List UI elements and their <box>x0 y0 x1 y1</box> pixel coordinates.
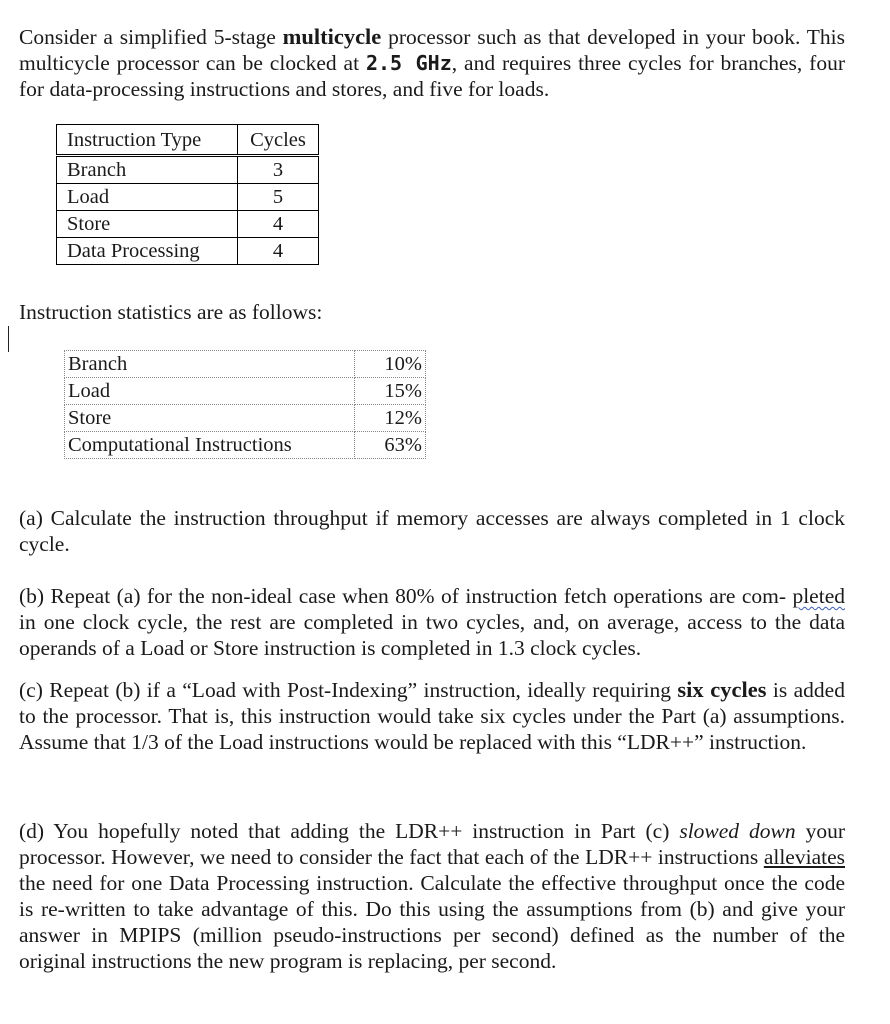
cycles-row-type: Data Processing <box>57 238 238 265</box>
stats-row-type: Store <box>65 405 355 432</box>
intro-text-1: Consider a simplified 5-stage <box>19 25 283 49</box>
cycles-row-value: 5 <box>238 184 319 211</box>
question-part-c <box>19 677 845 755</box>
stats-row-percent: 63% <box>355 432 426 459</box>
table-row <box>57 211 319 238</box>
cycles-row-type: Store <box>57 211 238 238</box>
cycles-row-type: Load <box>57 184 238 211</box>
part-c-text-1: (c) Repeat (b) if a “Load with Post-Indexing” instruction, ideally requiring <box>19 678 678 702</box>
stats-table <box>64 350 426 459</box>
part-d-text-1: (d) You hopefully noted that adding the LDR++ instruction in Part (c) <box>19 819 680 843</box>
stats-row-type: Load <box>65 378 355 405</box>
part-d-italic: slowed down <box>679 819 796 843</box>
table-row <box>65 405 426 432</box>
stats-row-type: Branch <box>65 351 355 378</box>
stats-intro: Instruction statistics are as follows: <box>19 300 323 324</box>
cycles-header-cycles: Cycles <box>238 125 319 156</box>
part-b-spellcheck-word: pleted <box>792 584 845 608</box>
intro-text-3: , and requires three cycles for branches, four for data-processing instructions and stores, and five for loads. <box>19 51 845 101</box>
cycles-row-value: 4 <box>238 211 319 238</box>
stats-row-percent: 12% <box>355 405 426 432</box>
table-row <box>65 378 426 405</box>
question-part-a: (a) Calculate the instruction throughput if memory accesses are always completed in 1 clock cycle. <box>19 506 845 556</box>
question-part-b <box>19 583 845 661</box>
part-b-text-2: in one clock cycle, the rest are completed in two cycles, and, on average, access to the data operands of a Load or Store instruction is completed in 1.3 clock cycles. <box>19 610 845 660</box>
intro-bold-multicycle: multicycle <box>282 24 382 49</box>
cycles-row-type: Branch <box>57 156 238 184</box>
stats-row-type: Computational Instructions <box>65 432 355 459</box>
cycles-header-type: Instruction Type <box>57 125 238 156</box>
table-row <box>57 156 319 184</box>
cycles-table-header-row <box>57 125 319 156</box>
part-b-text-1: (b) Repeat (a) for the non-ideal case when 80% of instruction fetch operations are com- <box>19 584 787 608</box>
intro-text-2: processor such as that developed in your book. This multicycle processor can be clocked at <box>19 25 845 75</box>
cycles-row-value: 3 <box>238 156 319 184</box>
part-d-underlined: alleviates <box>763 845 845 869</box>
table-row <box>57 238 319 265</box>
table-row <box>65 351 426 378</box>
intro-clock-speed: 2.5 GHz <box>365 51 452 75</box>
stats-row-percent: 10% <box>355 351 426 378</box>
part-c-text-2: is added to the processor. That is, this instruction would take six cycles under the Part (a) assumptions. Assume that 1/3 of the Load instructions would be replaced with this “LDR++” instruction. <box>19 678 845 754</box>
cycles-table <box>56 124 319 265</box>
table-row <box>57 184 319 211</box>
question-part-d <box>19 818 845 974</box>
stats-row-percent: 15% <box>355 378 426 405</box>
text-cursor <box>8 326 9 352</box>
part-c-bold-six-cycles: six cycles <box>677 677 767 702</box>
part-d-text-2: your processor. However, we need to consider the fact that each of the LDR++ instructions <box>19 819 845 869</box>
intro-paragraph <box>19 24 845 102</box>
part-d-text-3: the need for one Data Processing instruction. Calculate the effective throughput once the code is re-written to take advantage of this. Do this using the assumptions from (b) and give your answer in MPIPS (million pseudo-instructions per second) defined as the number of the original instructions the new program is replacing, per second. <box>19 871 845 973</box>
table-row <box>65 432 426 459</box>
cycles-row-value: 4 <box>238 238 319 265</box>
